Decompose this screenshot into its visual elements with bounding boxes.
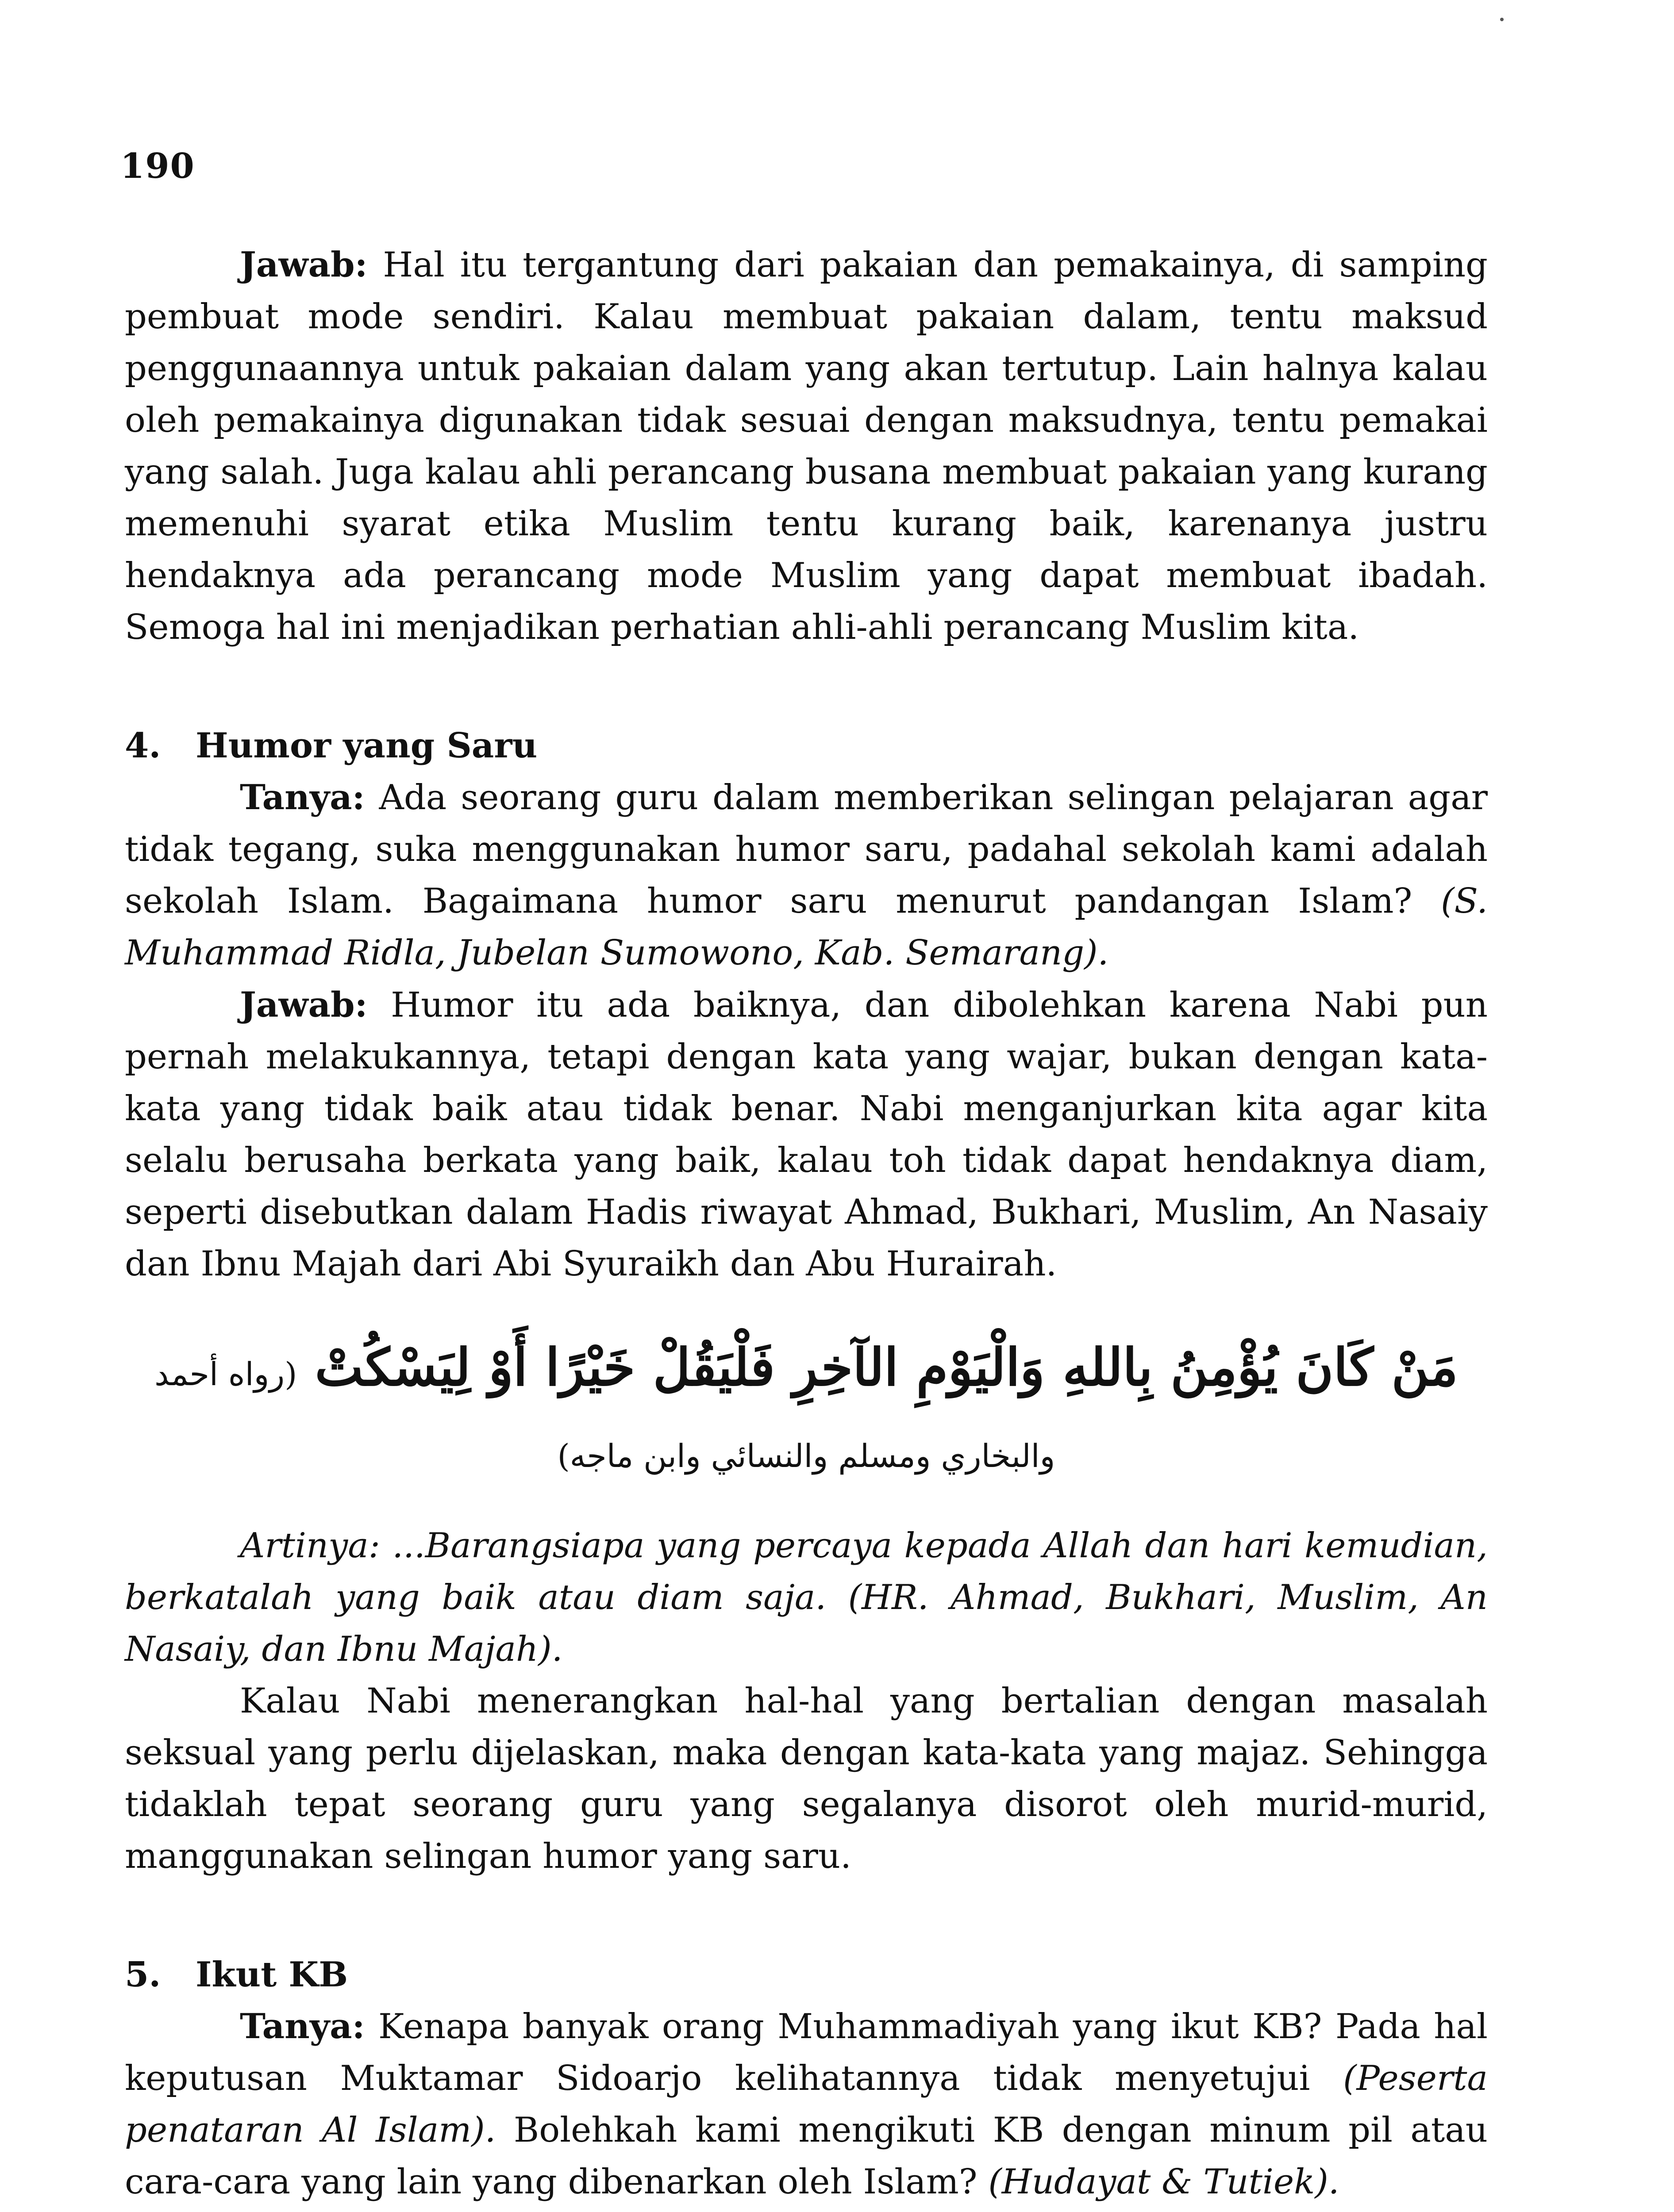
question-text: Bolehkah kami mengikuti KB dengan minum pil atau cara-cara yang lain yang dibenarkan oleh Islam? — [125, 2110, 1488, 2202]
answer-label: Jawab: — [240, 245, 368, 285]
body-paragraph: Kalau Nabi menerangkan hal-hal yang bertalian dengan masalah seksual yang perlu dijelaskan, maka dengan kata-kata yang majaz. Sehingga tidaklah tepat seorang guru yang segalanya disorot oleh murid-murid, manggunakan selingan humor yang saru. — [125, 1681, 1488, 1876]
answer-paragraph — [125, 2208, 1488, 2212]
page-number: 190 — [120, 146, 195, 186]
section-title: Humor yang Saru — [196, 726, 538, 766]
answer-paragraph — [125, 239, 1488, 653]
question-citation: (Hudayat & Tutiek). — [988, 2162, 1339, 2202]
hadith-arabic-text — [125, 1330, 1488, 1494]
answer-text: Humor itu ada baiknya, dan dibolehkan karena Nabi pun pernah melakukannya, tetapi dengan kata yang wajar, bukan dengan kata-kata yang tidak baik atau tidak benar. Nabi menganjurkan kita agar kita selalu berusaha berkata yang baik, kalau toh tidak dapat hendaknya diam, seperti disebutkan dalam Hadis riwayat Ahmad, Bukhari, Muslim, An Nasaiy dan Ibnu Majah dari Abi Syuraikh dan Abu Hurairah. — [125, 985, 1488, 1284]
question-citation: (S. Muhammad Ridla, Jubelan Sumowono, Kab. Semarang). — [125, 881, 1488, 973]
question-text: Ada seorang guru dalam memberikan selingan pelajaran agar tidak tegang, suka menggunakan humor saru, padahal sekolah kami adalah sekolah Islam. Bagaimana humor saru menurut pandangan Islam? — [125, 778, 1488, 921]
section-heading-kb — [125, 1949, 1488, 2001]
scan-speck — [1500, 18, 1504, 21]
question-paragraph — [125, 772, 1488, 979]
question-label: Tanya: — [240, 777, 365, 818]
answer-label: Jawab: — [240, 985, 368, 1025]
answer-text: Hal itu tergantung dari pakaian dan pemakainya, di samping pembuat mode sendiri. Kalau membuat pakaian dalam, tentu maksud penggunaannya untuk pakaian dalam yang akan tertutup. Lain halnya kalau oleh pemakainya digunakan tidak sesuai dengan maksudnya, tentu pemakai yang salah. Juga kalau ahli perancang busana membuat pakaian yang kurang memenuhi syarat etika Muslim tentu kurang baik, karenanya justru hendaknya ada perancang mode Muslim yang dapat membuat ibadah. Semoga hal ini menjadikan perhatian ahli-ahli perancang Muslim kita. — [125, 245, 1488, 647]
question-label: Tanya: — [240, 2006, 365, 2047]
question-paragraph — [125, 2001, 1488, 2208]
section-title: Ikut KB — [196, 1955, 348, 1995]
hadith-narrators: (رواه أحمد والبخاري ومسلم والنسائي وابن ماجه) — [154, 1356, 1055, 1475]
question-text: Kenapa banyak orang Muhammadiyah yang ikut KB? Pada hal keputusan Muktamar Sidoarjo kelihatannya tidak menyetujui — [125, 2007, 1488, 2098]
question-citation: (Peserta penataran Al Islam). — [125, 2058, 1488, 2150]
section-heading-humor — [125, 720, 1488, 772]
section-number: 5. — [125, 1955, 161, 1995]
hadith-arabic: مَنْ كَانَ يُؤْمِنُ بِاللهِ وَالْيَوْمِ الآخِرِ فَلْيَقُلْ خَيْرًا أَوْ لِيَسْكُتْ — [315, 1337, 1458, 1398]
answer-paragraph — [125, 979, 1488, 1290]
section-number: 4. — [125, 726, 161, 766]
hadith-translation: Artinya: ...Barangsiapa yang percaya kepada Allah dan hari kemudian, berkatalah yang baik atau diam saja. (HR. Ahmad, Bukhari, Muslim, An Nasaiy, dan Ibnu Majah). — [125, 1526, 1488, 1669]
page-body — [125, 239, 1488, 2212]
